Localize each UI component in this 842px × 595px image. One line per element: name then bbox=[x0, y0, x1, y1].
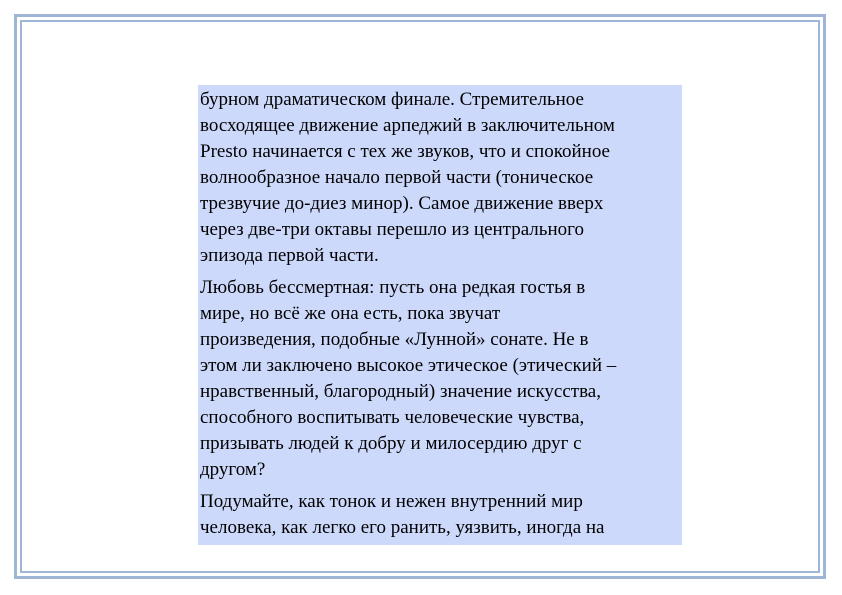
text-box bbox=[198, 85, 682, 545]
paragraph-love: Любовь бессмертная: пусть она редкая гостья в мире, но всё же она есть, пока звучат произведения, подобные «Лунной» сонате. Не в этом ли заключено высокое этическое (этический – нравственный, благородный) значение искусства, способного воспитывать человеческие чувства, призывать людей к добру и милосердию друг с другом? bbox=[200, 277, 617, 480]
paragraph-inner-world: Подумайте, как тонок и нежен внутренний мир человека, как легко его ранить, уязвить, иногда на bbox=[200, 491, 605, 538]
paragraph-finale: бурном драматическом финале. Стремительное восходящее движение арпеджий в заключительном Presto начинается с тех же звуков, что и спокойное волнообразное начало первой части (тоническое трезвучие до-диез минор). Самое движение вверх через две-три октавы перешло из центрального эпизода первой части. bbox=[200, 89, 615, 266]
